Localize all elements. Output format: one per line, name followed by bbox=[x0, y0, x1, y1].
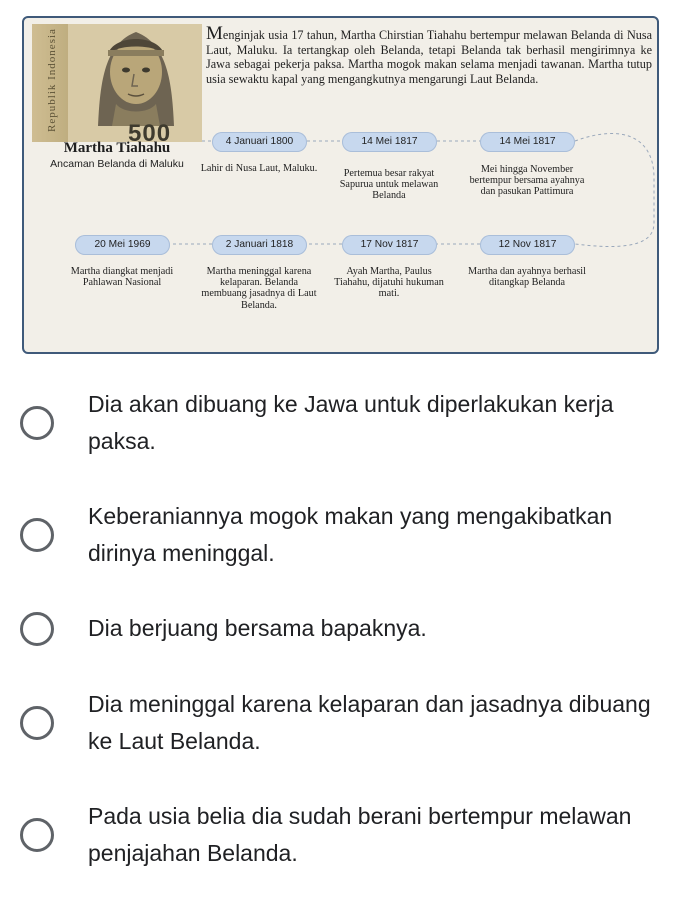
answer-option-text[interactable]: Keberaniannya mogok makan yang mengakibatkan dirinya meninggal. bbox=[88, 503, 613, 566]
timeline-date-pill: 17 Nov 1817 bbox=[342, 235, 437, 255]
timeline-event-text: Ayah Martha, Paulus Tiahahu, dijatuhi hukuman mati. bbox=[334, 266, 444, 300]
timeline-date-pill: 14 Mei 1817 bbox=[480, 132, 575, 152]
intro-text: enginjak usia 17 tahun, Martha Chirstian Tiahahu bertempur melawan Belanda di Nusa Laut, Maluku. Ia tertangkap oleh Belanda, tetapi Belanda tak berhasil mengirimnya ke Jawa sebagai pekerja paksa. Martha mogok makan selama menjadi tawanan. Martha tutup usia sewaktu kapal yang mengangkutnya mengarungi Laut Belanda. bbox=[206, 28, 652, 86]
timeline-date-pill: 14 Mei 1817 bbox=[342, 132, 437, 152]
banknote-side-text: Republik Indonesia bbox=[46, 28, 58, 132]
timeline-event-text: Martha meninggal karena kelaparan. Belanda membuang jasadnya di Laut Belanda. bbox=[201, 266, 317, 311]
banknote-denomination: 500 bbox=[128, 120, 172, 142]
timeline-date-pill: 12 Nov 1817 bbox=[480, 235, 575, 255]
radio-button[interactable] bbox=[20, 612, 54, 646]
timeline-date-pill: 20 Mei 1969 bbox=[75, 235, 170, 255]
radio-button[interactable] bbox=[20, 818, 54, 852]
answer-option-text[interactable]: Dia akan dibuang ke Jawa untuk diperlakukan kerja paksa. bbox=[88, 391, 614, 454]
radio-button[interactable] bbox=[20, 406, 54, 440]
timeline-event-text: Lahir di Nusa Laut, Maluku. bbox=[200, 163, 318, 174]
hero-title: Ancaman Belanda di Maluku bbox=[50, 158, 184, 170]
answer-option-text[interactable]: Dia meninggal karena kelaparan dan jasadnya dibuang ke Laut Belanda. bbox=[88, 691, 651, 754]
timeline-event-text: Pertemua besar rakyat Sapurua untuk melawan Belanda bbox=[339, 168, 439, 202]
hero-name: Martha Tiahahu bbox=[63, 140, 171, 156]
timeline-event-text: Mei hingga November bertempur bersama ayahnya dan pasukan Pattimura bbox=[469, 164, 585, 198]
timeline-date-pill: 4 Januari 1800 bbox=[212, 132, 307, 152]
timeline-date-pill: 2 Januari 1818 bbox=[212, 235, 307, 255]
timeline-event-text: Martha dan ayahnya berhasil ditangkap Belanda bbox=[468, 266, 586, 289]
radio-button[interactable] bbox=[20, 518, 54, 552]
radio-button[interactable] bbox=[20, 706, 54, 740]
answer-option-text[interactable]: Dia berjuang bersama bapaknya. bbox=[88, 615, 427, 641]
infographic-card bbox=[22, 16, 659, 354]
intro-dropcap: M bbox=[206, 23, 223, 44]
answer-option-text[interactable]: Pada usia belia dia sudah berani bertempur melawan penjajahan Belanda. bbox=[88, 803, 632, 866]
timeline-event-text: Martha diangkat menjadi Pahlawan Nasional bbox=[70, 266, 174, 289]
